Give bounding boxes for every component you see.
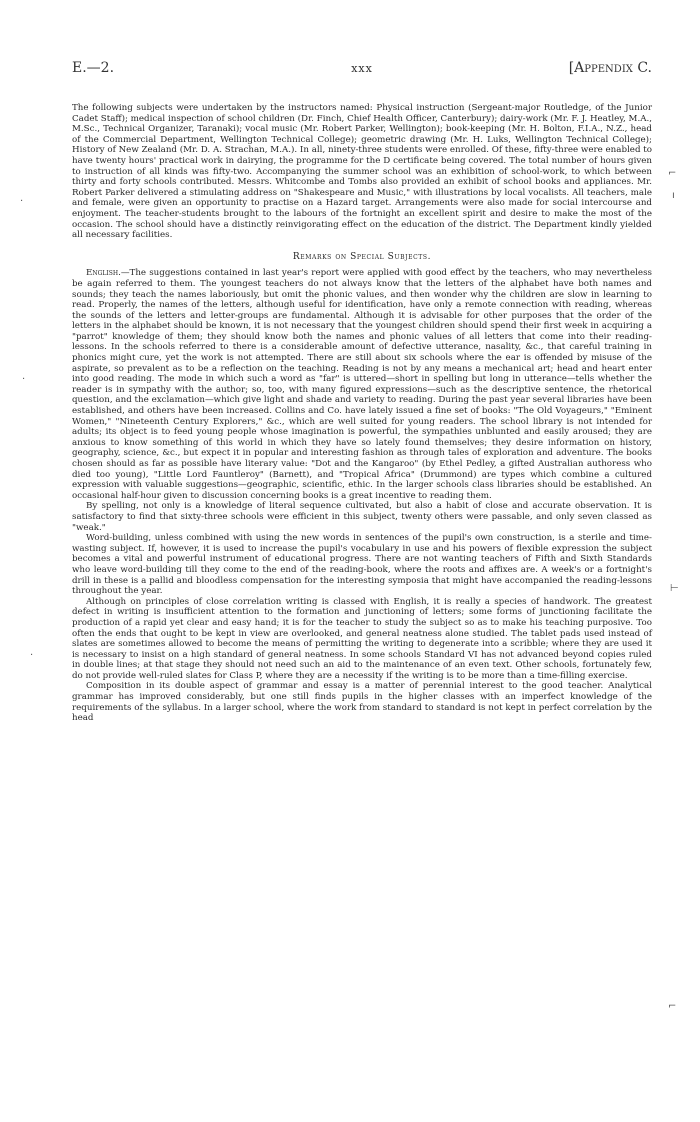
margin-mark: ⌐ xyxy=(668,168,677,179)
header-appendix-label: [Appendix C. xyxy=(568,60,652,76)
margin-mark: · xyxy=(30,650,34,661)
paragraph-spelling: By spelling, not only is a knowledge of literal sequence cultivated, but also a habit of close and accurate observation. It is satisfactory to find that sixty-three schools were efficient in this subject, twenty others were passable, and only seven classed as "weak." xyxy=(72,501,652,533)
paragraph-english-text: —The suggestions contained in last year's report were applied with good effect by the teachers, who may nevertheless be again referred to them. The youngest teachers do not always know that the letters of the alphabet have both names and sounds; they teach the names laboriously, but omit the phonic values, and then wonder why the children are slow in learning to read. Properly, the names of the letters, although useful for identification, have only a remote connection with reading, whereas the sounds of the letters and letter-groups are fundamental. Although it is advisable for other purposes that the order of the letters in the alphabet should be known, it is not necessary that the youngest children should spend their first week in acquiring a "parrot" knowledge of them; they should know both the names and phonic values of all letters that come into their reading-lessons. In the schools referred to there is a considerable amount of defective utterance, nasality, &c., that careful training in phonics might cure, yet the work is not attempted. There are still about six schools where the ear is offended by misuse of the aspirate, so prevalent as to be a reflection on the teaching. Reading is not by any means a mechanical art; head and heart enter into good reading. The mode in which such a word as "far" is uttered—short in spelling but long in utterance—tells whether the reader is in sympathy with the author; so, too, with many figured expressions—such as the descriptive sentence, the rhetorical question, and the exclamation—which give light and shade and variety to reading. During the past year several libraries have been established, and others have been increased. Collins and Co. have lately issued a fine set of books: "The Old Voyageurs," "Eminent Women," "Nineteenth Century Explorers," &c., which are well suited for young readers. The school library is not intended for adults; its object is to feed young people whose imagination is powerful, the sympathies unblunted and easily aroused; they are anxious to know something of this world in which they have so lately found themselves; they desire information on history, geography, science, &c., but expect it in popular and interesting fashion as through tales of exploration and adventure. The books chosen should as far as possible have literary value: "Dot and the Kangaroo" (by Ethel Pedley, a gifted Australian authoress who died too young), "Little Lord Fauntleroy" (Barnett), and "Tropical Africa" (Drummond) are types which combine a cultured expression with valuable suggestions—geographic, scientific, ethic. In the larger schools class libraries should be established. An occasional half-hour given to discussion concerning books is a great incentive to reading them. xyxy=(72,268,652,501)
section-heading: Remarks on Special Subjects. xyxy=(292,251,432,262)
paragraph-english xyxy=(72,268,652,501)
page-header xyxy=(72,60,652,84)
header-page-number: xxx xyxy=(351,62,373,75)
header-report-code: E.—2. xyxy=(72,60,115,76)
paragraph-writing: Although on principles of close correlation writing is classed with English, it is really a species of handwork. The greatest defect in writing is insufficient attention to the formation and junctioning of letters; some forms of junctioning facilitate the production of a rapid yet clear and easy hand; it is for the teacher to study the subject so as to make his teaching purposive. Too often the ends that ought to be kept in view are overlooked, and general neatness alone studied. The tablet pads used instead of slates are sometimes allowed to become the means of permitting the writing to degenerate into a scribble; where they are used it is necessary to insist on a high standard of general neatness. In some schools Standard VI has not advanced beyond copies ruled in double lines; at that stage they should not need such an aid to the maintenance of an even text. Other schools, fortunately few, do not provide well-ruled slates for Class P, where they are a necessity if the writing is to be more than a time-filling exercise. xyxy=(72,596,652,681)
margin-mark: ⌐ xyxy=(668,1001,677,1012)
paragraph-composition: Composition in its double aspect of grammar and essay is a matter of perennial interest to the good teacher. Analytical grammar has improved considerably, but one still finds pupils in the higher classes with an imperfect knowledge of the requirements of the syllabus. In a larger school, where the work from standard to standard is not kept in perfect correlation by the head xyxy=(72,681,652,724)
margin-mark: ⊢ xyxy=(670,583,679,594)
paragraph-word-building: Word-building, unless combined with using the new words in sentences of the pupil's own construction, is a sterile and time-wasting subject. If, however, it is used to increase the pupil's vocabulary in use and his powers of flexible expression the subject becomes a vital and powerful instrument of educational progress. There are not wanting teachers of Fifth and Sixth Standards who leave word-building till they come to the end of the reading-book, where the roots and affixes are. A week's or a fortnight's drill in these is a pallid and bloodless compensation for the interesting symposia that might have accompanied the reading-lessons throughout the year. xyxy=(72,533,652,597)
document-body xyxy=(72,103,652,724)
margin-mark: · xyxy=(20,196,24,207)
paragraph-summer-school: The following subjects were undertaken by the instructors named: Physical instruction (Sergeant-major Routledge, of the Junior Cadet Staff); medical inspection of school children (Dr. Finch, Chief Health Officer, Canterbury); dairy-work (Mr. F. J. Heatley, M.A., M.Sc., Technical Organizer, Taranaki); vocal music (Mr. Robert Parker, Wellington); book-keeping (Mr. H. Bolton, F.I.A., N.Z., head of the Commercial Department, Wellington Technical College); geometric drawing (Mr. H. Luks, Wellington Technical College); History of New Zealand (Mr. D. A. Strachan, M.A.). In all, ninety-three students were enrolled. Of these, fifty-three were enabled to have twenty hours' practical work in dairying, the programme for the D certificate being covered. The total number of hours given to instruction of all kinds was fifty-two. Accompanying the summer school was an exhibition of school-work, to which between thirty and forty schools contributed. Messrs. Whitcombe and Tombs also provided an exhibit of school books and appliances. Mr. Robert Parker delivered a stimulating address on "Shakespeare and Music," with illustrations by local vocalists. All teachers, male and female, were given an opportunity to practise on a Hazard target. Arrangements were also made for social intercourse and enjoyment. The teacher-students brought to the labours of the fortnight an excellent spirit and desire to make the most of the occasion. The school should have a distinctly reinvigorating effect on the education of the district. The Department kindly yielded all necessary facilities. xyxy=(72,103,652,241)
paragraph-english-lead: English. xyxy=(86,268,121,279)
margin-mark: ı xyxy=(672,190,675,201)
margin-mark: · xyxy=(22,374,26,385)
